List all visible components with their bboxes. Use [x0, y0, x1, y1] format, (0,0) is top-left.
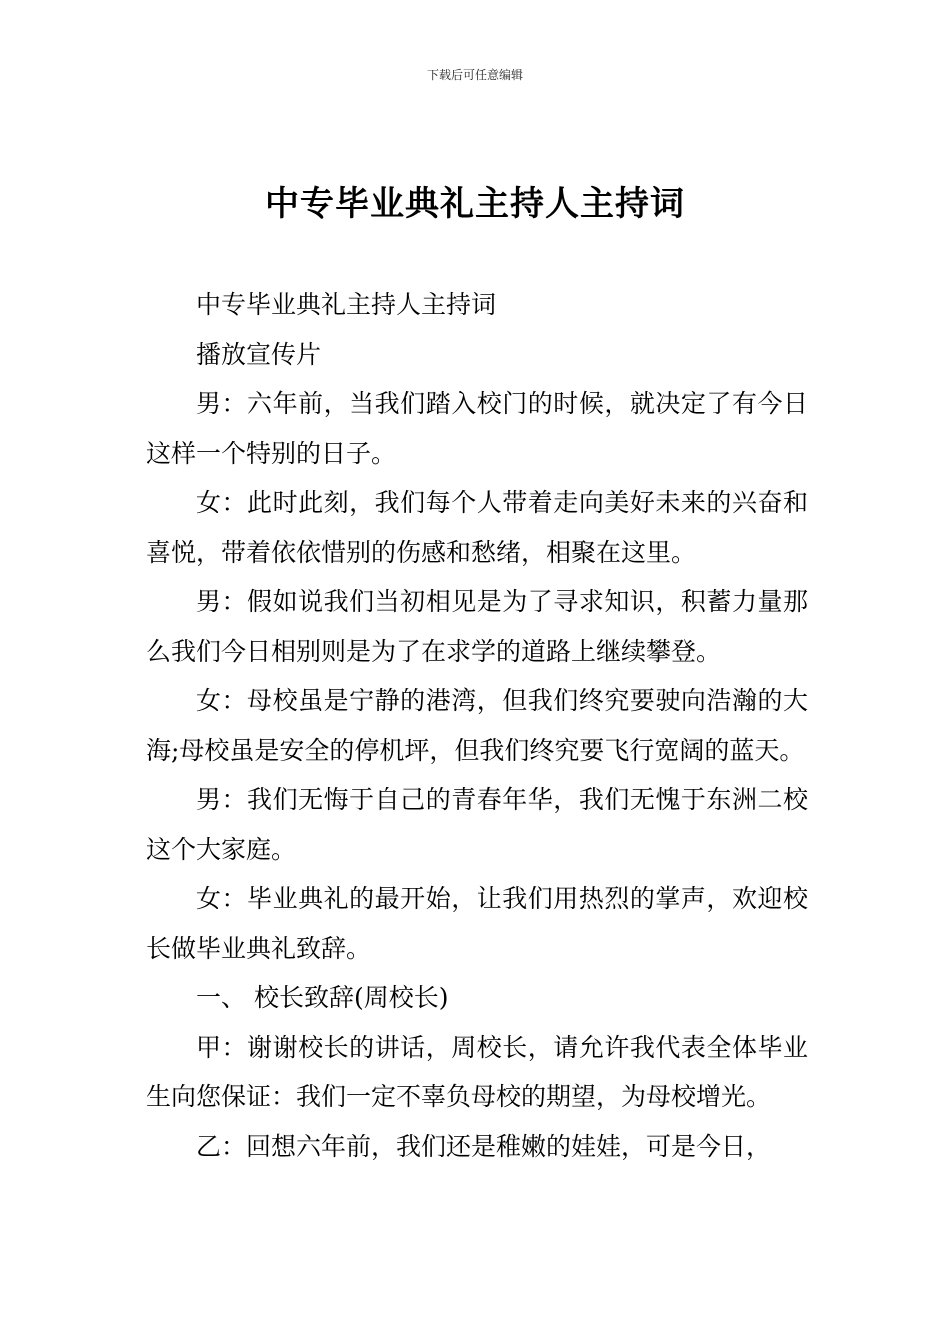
paragraph: 甲：谢谢校长的讲话，周校长，请允许我代表全体毕业生向您保证：我们一定不辜负母校的期望，为母校增光。 — [146, 1032, 808, 1111]
paragraph-promo-video: 播放宣传片 — [196, 339, 322, 369]
paragraph-subtitle: 中专毕业典礼主持人主持词 — [196, 290, 497, 319]
document-body — [146, 280, 808, 1171]
paragraph: 女：母校虽是宁静的港湾，但我们终究要驶向浩瀚的大海;母校虽是安全的停机坪，但我们终究要飞行宽阔的蓝天。 — [146, 686, 808, 765]
paragraph: 女：此时此刻，我们每个人带着走向美好未来的兴奋和喜悦，带着依依惜别的伤感和愁绪，相聚在这里。 — [146, 488, 808, 567]
paragraph: 男：假如说我们当初相见是为了寻求知识，积蓄力量那么我们今日相别则是为了在求学的道路上继续攀登。 — [146, 587, 808, 666]
section-heading: 一、 校长致辞(周校长) — [196, 983, 449, 1012]
document-title: 中专毕业典礼主持人主持词 — [265, 184, 685, 224]
paragraph: 男：我们无悔于自己的青春年华，我们无愧于东洲二校这个大家庭。 — [146, 785, 808, 864]
header-note: 下载后可任意编辑 — [426, 68, 523, 82]
paragraph: 女：毕业典礼的最开始，让我们用热烈的掌声，欢迎校长做毕业典礼致辞。 — [146, 884, 808, 963]
paragraph: 乙：回想六年前，我们还是稚嫩的娃娃，可是今日， — [196, 1131, 772, 1161]
paragraph: 男：六年前，当我们踏入校门的时候，就决定了有今日这样一个特别的日子。 — [146, 389, 808, 468]
